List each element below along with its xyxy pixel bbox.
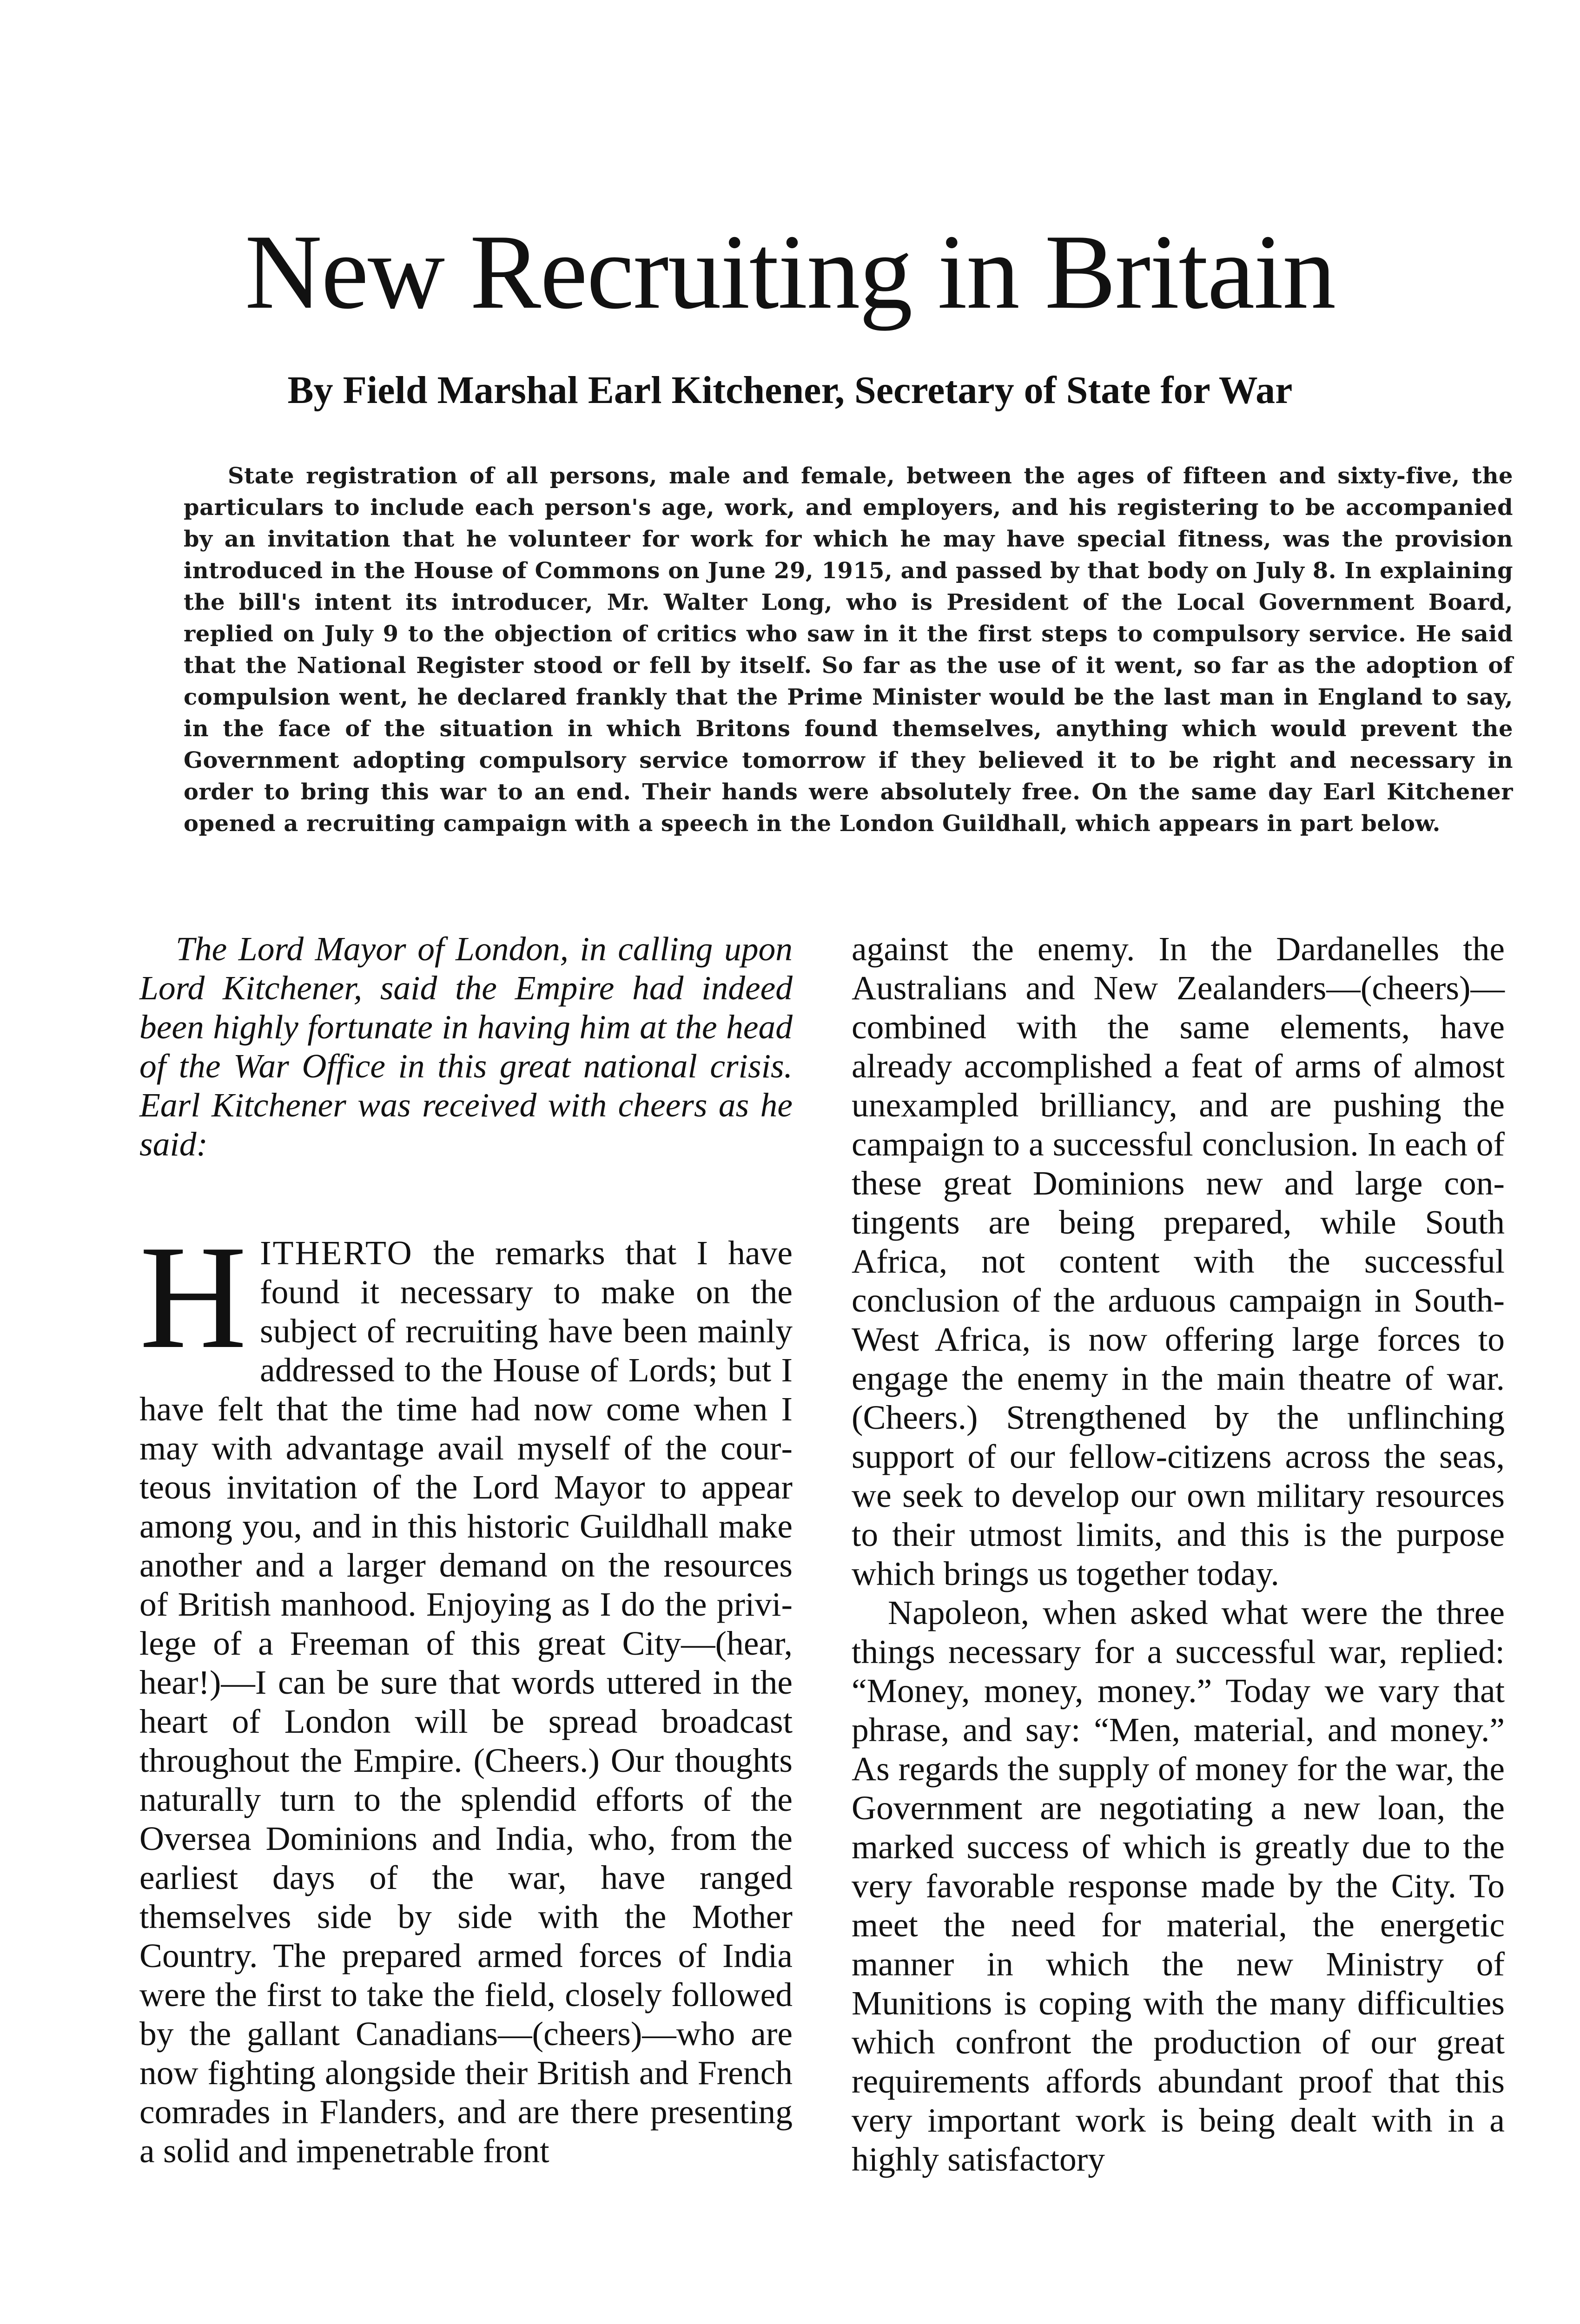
body-paragraph-2: against the enemy. In the Dardanelles the Australians and New Zealanders—(cheers)—combined with the same elements, have already accomplished a feat of arms of almost unexampled brilliancy, and are pushing the campaign to a successful conclusion. In each of these great Dominions new and large contingents are being prepared, while South Africa, not content with the successful conclusion of the arduous campaign in South-West Africa, is now offering large forces to engage the enemy in the main theatre of war. (Cheers.) Strengthened by the unflinching support of our fellow-citizens across the seas, we seek to develop our own military resources to their utmost limits, and this is the purpose which brings us together today. <box>852 930 1505 1592</box>
body-paragraph-3: Napoleon, when asked what were the three things necessary for a successful war, replied: “Money, money, money.” Today we vary that phrase, and say: “Men, material, and money.” As regards the supply of money for the war, the Government are negotiating a new loan, the marked success of which is greatly due to the very favorable response made by the City. To meet the need for material, the energetic manner in which the new Ministry of Munitions is coping with the many difficulties which confront the production of our great requirements affords abundant proof that this very important work is being dealt with in a highly satisfactory <box>852 1594 1505 2178</box>
column-left <box>139 930 793 2171</box>
article-intro: State registration of all persons, male and female, between the ages of fifteen and sixty-five, the particulars to include each person's age, work, and employers, and his registering to be accompanied by an invitation that he volunteer for work for which he may have special fitness, was the provision introduced in the House of Commons on June 29, 1915, and passed by that body on July 8. In explaining the bill's intent its introducer, Mr. Walter Long, who is President of the Local Government Board, replied on July 9 to the objection of critics who saw in it the first steps to compulsory service. He said that the National Register stood or fell by itself. So far as the use of it went, so far as the adoption of compulsion went, he declared frankly that the Prime Minister would be the last man in England to say, in the face of the situation in which Britons found themselves, anything which would prevent the Government adopting compulsory service tomorrow if they believed it to be right and necessary in order to bring this war to an end. Their hands were absolutely free. On the same day Earl Kitchener opened a recruiting campaign with a speech in the London Guildhall, which appears in part below. <box>184 463 1513 837</box>
article-title: New Recruiting in Britain <box>245 212 1335 331</box>
body-paragraph-1 <box>139 1215 793 2171</box>
article-byline: By Field Marshal Earl Kitchener, Secretary of State for War <box>287 369 1293 412</box>
drop-cap: H <box>139 1215 247 1380</box>
opening-caps: ITHERTO <box>260 1234 413 1272</box>
body-left-text: the remarks that I have found it necessary to make on the subject of recruiting have been mainly addressed to the House of Lords; but I have felt that the time had now come when I may with advantage avail myself of the courteous invitation of the Lord Mayor to appear among you, and in this historic Guildhall make another and a larger demand on the resources of British manhood. Enjoying as I do the privilege of a Freeman of this great City—(hear, hear!)—I can be sure that words uttered in the heart of London will be spread broadcast throughout the Empire. (Cheers.) Our thoughts naturally turn to the splendid efforts of the Oversea Dominions and India, who, from the earliest days of the war, have ranged themselves side by side with the Mother Country. The prepared armed forces of India were the first to take the field, closely followed by the gallant Canadians—(cheers)—who are now fighting alongside their British and French comrades in Flanders, and are there presenting a solid and impenetrable front <box>139 1234 793 2170</box>
lead-paragraph: The Lord Mayor of London, in calling upon Lord Kitchener, said the Empire had indeed been highly fortunate in having him at the head of the War Office in this great national crisis. Earl Kitchener was received with cheers as he said: <box>139 930 793 1163</box>
column-right <box>852 930 1505 2179</box>
